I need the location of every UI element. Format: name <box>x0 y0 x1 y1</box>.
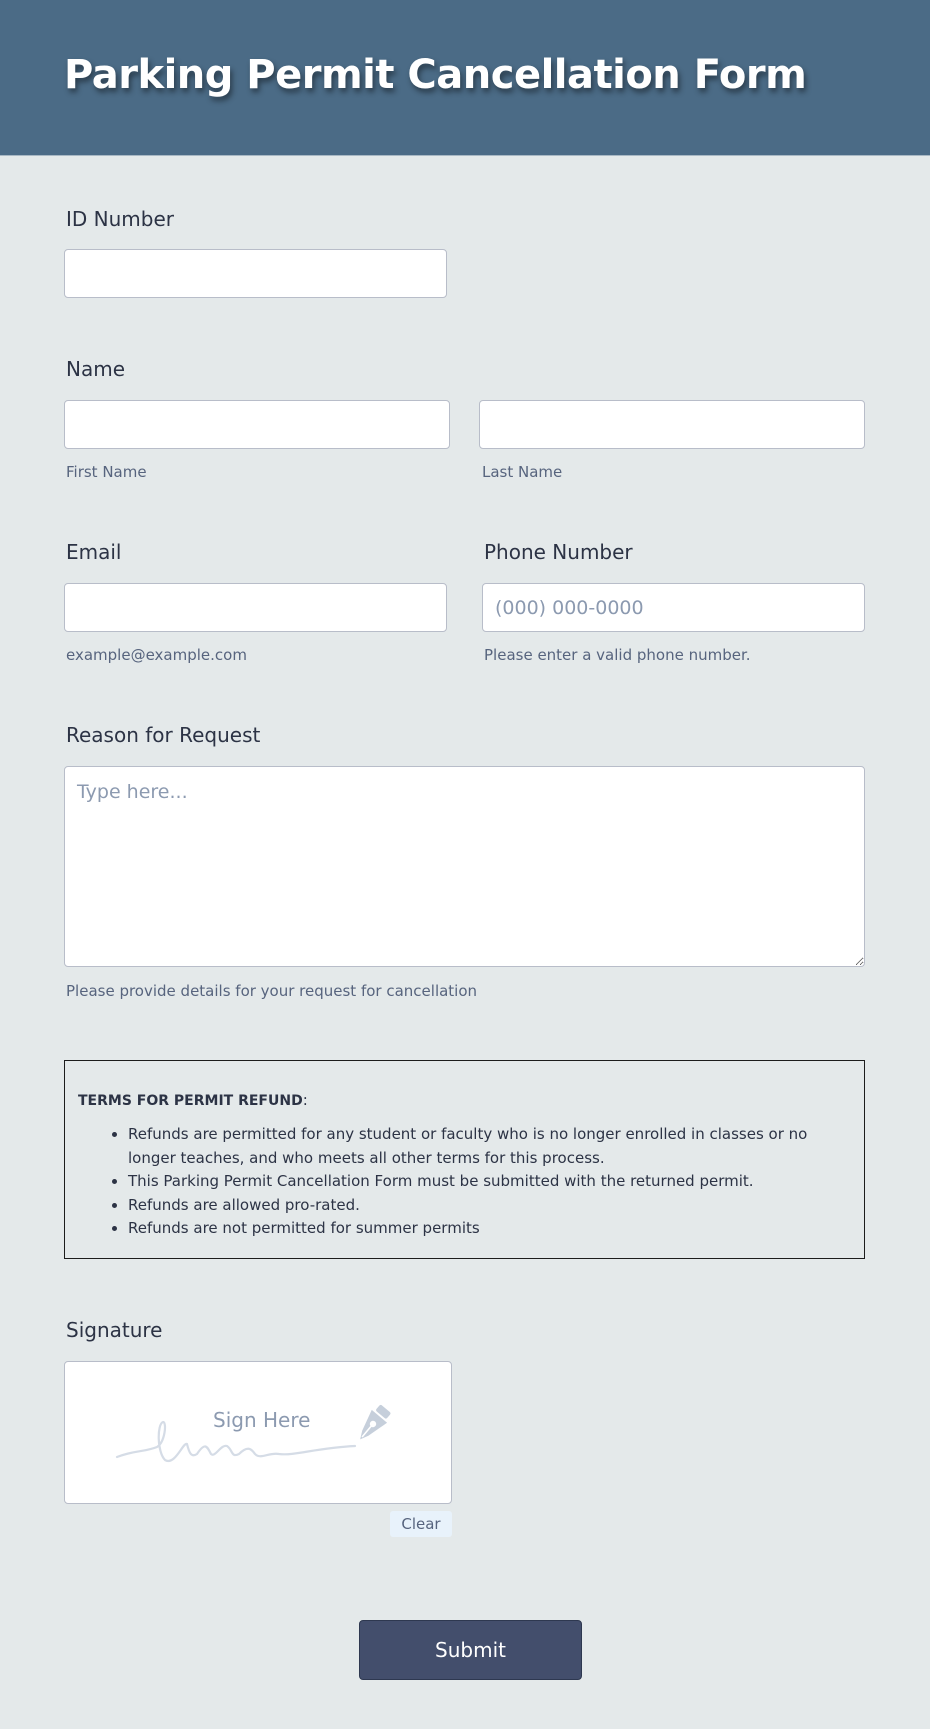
email-label: Email <box>66 540 122 564</box>
terms-item: • This Parking Permit Cancellation Form must be submitted with the returned permit. <box>128 1170 852 1194</box>
phone-input[interactable] <box>482 583 865 632</box>
clear-signature-button[interactable]: Clear <box>390 1511 452 1537</box>
signature-label: Signature <box>66 1318 163 1342</box>
id-number-label: ID Number <box>66 207 174 231</box>
first-name-sublabel: First Name <box>66 463 147 481</box>
name-label: Name <box>66 357 126 381</box>
last-name-sublabel: Last Name <box>482 463 563 481</box>
form-title: Parking Permit Cancellation Form <box>64 52 807 98</box>
submit-button[interactable]: Submit <box>359 1620 582 1680</box>
phone-label: Phone Number <box>484 540 633 564</box>
reason-label: Reason for Request <box>66 723 261 747</box>
terms-heading <box>78 1091 852 1109</box>
terms-list <box>78 1123 852 1241</box>
first-name-input[interactable] <box>64 400 450 449</box>
last-name-input[interactable] <box>479 400 865 449</box>
terms-item: • Refunds are allowed pro-rated. <box>128 1194 852 1218</box>
form-header <box>0 0 930 156</box>
terms-box <box>64 1060 865 1259</box>
pen-nib-icon <box>351 1402 395 1446</box>
reason-sublabel: Please provide details for your request for cancellation <box>66 982 478 1000</box>
terms-item: • Refunds are not permitted for summer permits <box>128 1217 852 1241</box>
reason-textarea[interactable] <box>64 766 865 967</box>
terms-title: TERMS FOR PERMIT REFUND <box>78 1093 303 1109</box>
email-sublabel: example@example.com <box>66 646 247 664</box>
phone-sublabel: Please enter a valid phone number. <box>484 646 751 664</box>
terms-colon: : <box>302 1091 308 1109</box>
sign-here-hint: Sign Here <box>213 1408 311 1432</box>
signature-pad[interactable] <box>64 1361 452 1504</box>
id-number-input[interactable] <box>64 249 447 298</box>
email-input[interactable] <box>64 583 447 632</box>
terms-item: • Refunds are permitted for any student or faculty who is no longer enrolled in classes or no longer teaches, and who meets all other terms for this process. <box>128 1123 852 1170</box>
